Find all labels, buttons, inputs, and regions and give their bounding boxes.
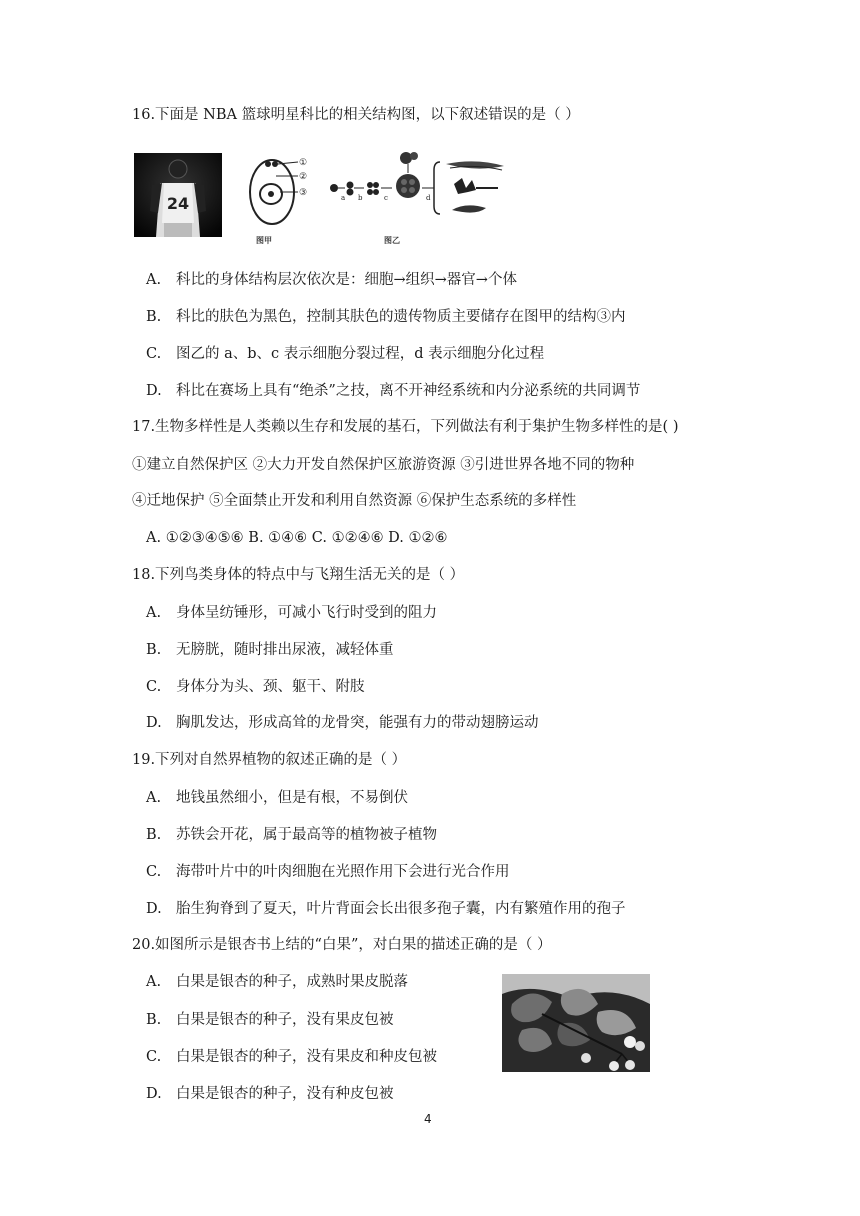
- q16-option-c[interactable]: C. 图乙的 a、b、c 表示细胞分裂过程，d 表示细胞分化过程: [146, 346, 545, 362]
- q17-options[interactable]: A. ①②③④⑤⑥ B. ①④⑥ C. ①②④⑥ D. ①②⑥: [146, 530, 448, 546]
- q17-items-line1: ①建立自然保护区 ②大力开发自然保护区旅游资源 ③引进世界各地不同的物种: [132, 457, 635, 473]
- q20-option-b[interactable]: B. 白果是银杏的种子，没有果皮包被: [146, 1012, 394, 1028]
- q16-stem: 16.下面是 NBA 篮球明星科比的相关结构图，以下叙述错误的是（ ）: [132, 107, 580, 123]
- jersey-number: 24: [166, 194, 190, 213]
- stage-label-b: b: [358, 194, 363, 202]
- q17-stem: 17.生物多样性是人类赖以生存和发展的基石，下列做法有利于集护生物多样性的是( ): [132, 419, 679, 435]
- stage-label-a: a: [341, 194, 346, 202]
- cell-label-3: ③: [299, 188, 308, 198]
- cell-label-2: ②: [299, 172, 308, 182]
- q18-option-a[interactable]: A. 身体呈纺锤形，可减小飞行时受到的阻力: [146, 605, 437, 621]
- q18-option-b[interactable]: B. 无膀胱，随时排出尿液，减轻体重: [146, 642, 394, 658]
- page-number: 4: [424, 1112, 432, 1126]
- stage-label-d: d: [426, 194, 431, 202]
- figure-label-jia: 图甲: [256, 236, 272, 245]
- q18-option-c[interactable]: C. 身体分为头、颈、躯干、附肢: [146, 679, 365, 695]
- q20-stem: 20.如图所示是银杏书上结的“白果”，对白果的描述正确的是（ ）: [132, 937, 552, 953]
- q19-option-b[interactable]: B. 苏铁会开花，属于最高等的植物被子植物: [146, 827, 437, 843]
- q19-option-a[interactable]: A. 地钱虽然细小，但是有根，不易倒伏: [146, 790, 408, 806]
- q20-option-c[interactable]: C. 白果是银杏的种子，没有果皮和种皮包被: [146, 1049, 437, 1065]
- q18-option-d[interactable]: D. 胸肌发达，形成高耸的龙骨突，能强有力的带动翅膀运动: [146, 715, 539, 731]
- cell-label-1: ①: [299, 158, 308, 168]
- cell-development-diagram: [326, 148, 506, 230]
- kobe-photo: [134, 153, 222, 237]
- ginkgo-photo: [502, 974, 650, 1072]
- q19-option-c[interactable]: C. 海带叶片中的叶肉细胞在光照作用下会进行光合作用: [146, 864, 510, 880]
- q20-option-d[interactable]: D. 白果是银杏的种子，没有种皮包被: [146, 1086, 394, 1102]
- stage-label-c: c: [384, 194, 388, 202]
- q18-stem: 18.下列鸟类身体的特点中与飞翔生活无关的是（ ）: [132, 567, 465, 583]
- q19-option-d[interactable]: D. 胎生狗脊到了夏天，叶片背面会长出很多孢子囊，内有繁殖作用的孢子: [146, 901, 626, 917]
- figure-label-yi: 图乙: [384, 236, 400, 245]
- q20-option-a[interactable]: A. 白果是银杏的种子，成熟时果皮脱落: [146, 974, 408, 990]
- q16-option-d[interactable]: D. 科比在赛场上具有“绝杀”之技，离不开神经系统和内分泌系统的共同调节: [146, 383, 641, 399]
- cell-diagram: [246, 152, 316, 244]
- q19-stem: 19.下列对自然界植物的叙述正确的是（ ）: [132, 752, 407, 768]
- q17-items-line2: ④迁地保护 ⑤全面禁止开发和利用自然资源 ⑥保护生态系统的多样性: [132, 493, 577, 509]
- q16-option-b[interactable]: B. 科比的肤色为黑色，控制其肤色的遗传物质主要储存在图甲的结构③内: [146, 309, 626, 325]
- q16-option-a[interactable]: A. 科比的身体结构层次依次是：细胞→组织→器官→个体: [146, 272, 517, 288]
